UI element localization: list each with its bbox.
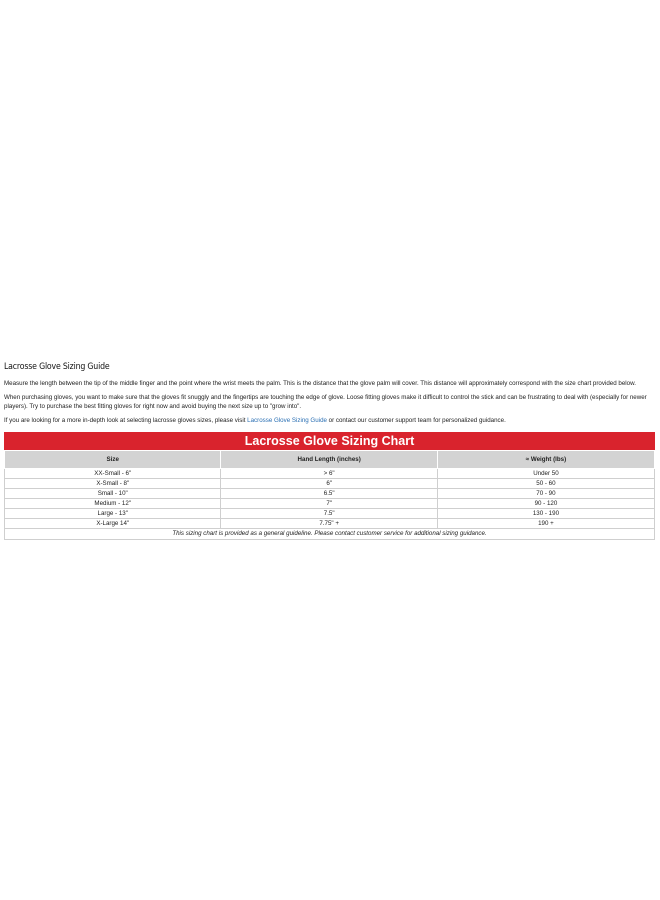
- cell-size: XX-Small - 6": [5, 468, 221, 478]
- more-info-text-after: or contact our customer support team for personalized guidance.: [326, 417, 506, 425]
- table-row: [5, 508, 655, 518]
- column-header-hand-length: Hand Length (inches): [221, 450, 437, 468]
- sizing-chart-table: [4, 432, 655, 540]
- cell-hand-length: 7.75" +: [221, 518, 437, 528]
- column-header-weight: ≈ Weight (lbs): [437, 450, 654, 468]
- cell-hand-length: > 6": [221, 468, 437, 478]
- cell-hand-length: 6.5": [221, 488, 437, 498]
- cell-weight: 70 - 90: [437, 488, 654, 498]
- sizing-chart-note: This sizing chart is provided as a general guideline. Please contact customer service for additional sizing guidance.: [5, 528, 655, 539]
- sizing-chart-title: Lacrosse Glove Sizing Chart: [4, 432, 655, 450]
- cell-size: Small - 10": [5, 488, 221, 498]
- cell-weight: 190 +: [437, 518, 654, 528]
- cell-weight: Under 50: [437, 468, 654, 478]
- table-row: [5, 478, 655, 488]
- table-row: [5, 518, 655, 528]
- more-info-paragraph: [4, 417, 656, 425]
- cell-size: X-Large 14": [5, 518, 221, 528]
- intro-paragraph: Measure the length between the tip of the middle finger and the point where the wrist meets the palm. This is the distance that the glove palm will cover. This distance will approximately correspond with the size chart provided below.: [4, 380, 636, 387]
- table-header-row: [5, 450, 655, 468]
- cell-hand-length: 6": [221, 478, 437, 488]
- sizing-guide-section: [4, 362, 656, 540]
- cell-size: X-Small - 8": [5, 478, 221, 488]
- cell-size: Large - 13": [5, 508, 221, 518]
- table-row: [5, 468, 655, 478]
- page-title: Lacrosse Glove Sizing Guide: [4, 362, 110, 372]
- sizing-guide-link[interactable]: Lacrosse Glove Sizing Guide: [247, 417, 327, 425]
- column-header-size: Size: [5, 450, 221, 468]
- cell-hand-length: 7": [221, 498, 437, 508]
- more-info-text-before: If you are looking for a more in-depth look at selecting lacrosse gloves sizes, please visit: [4, 417, 248, 425]
- table-row: [5, 488, 655, 498]
- fit-advice-paragraph: When purchasing gloves, you want to make sure that the gloves fit snuggly and the fingertips are touching the edge of glove. Loose fitting gloves make it difficult to control the stick and can be frustrating to deal with (especially for newer players). Try to purchase the best fitting gloves for right now and avoid buying the next size up to "grow into".: [4, 394, 647, 410]
- cell-weight: 130 - 190: [437, 508, 654, 518]
- cell-size: Medium - 12": [5, 498, 221, 508]
- cell-hand-length: 7.5": [221, 508, 437, 518]
- cell-weight: 90 - 120: [437, 498, 654, 508]
- table-note-row: [5, 528, 655, 539]
- table-row: [5, 498, 655, 508]
- cell-weight: 50 - 60: [437, 478, 654, 488]
